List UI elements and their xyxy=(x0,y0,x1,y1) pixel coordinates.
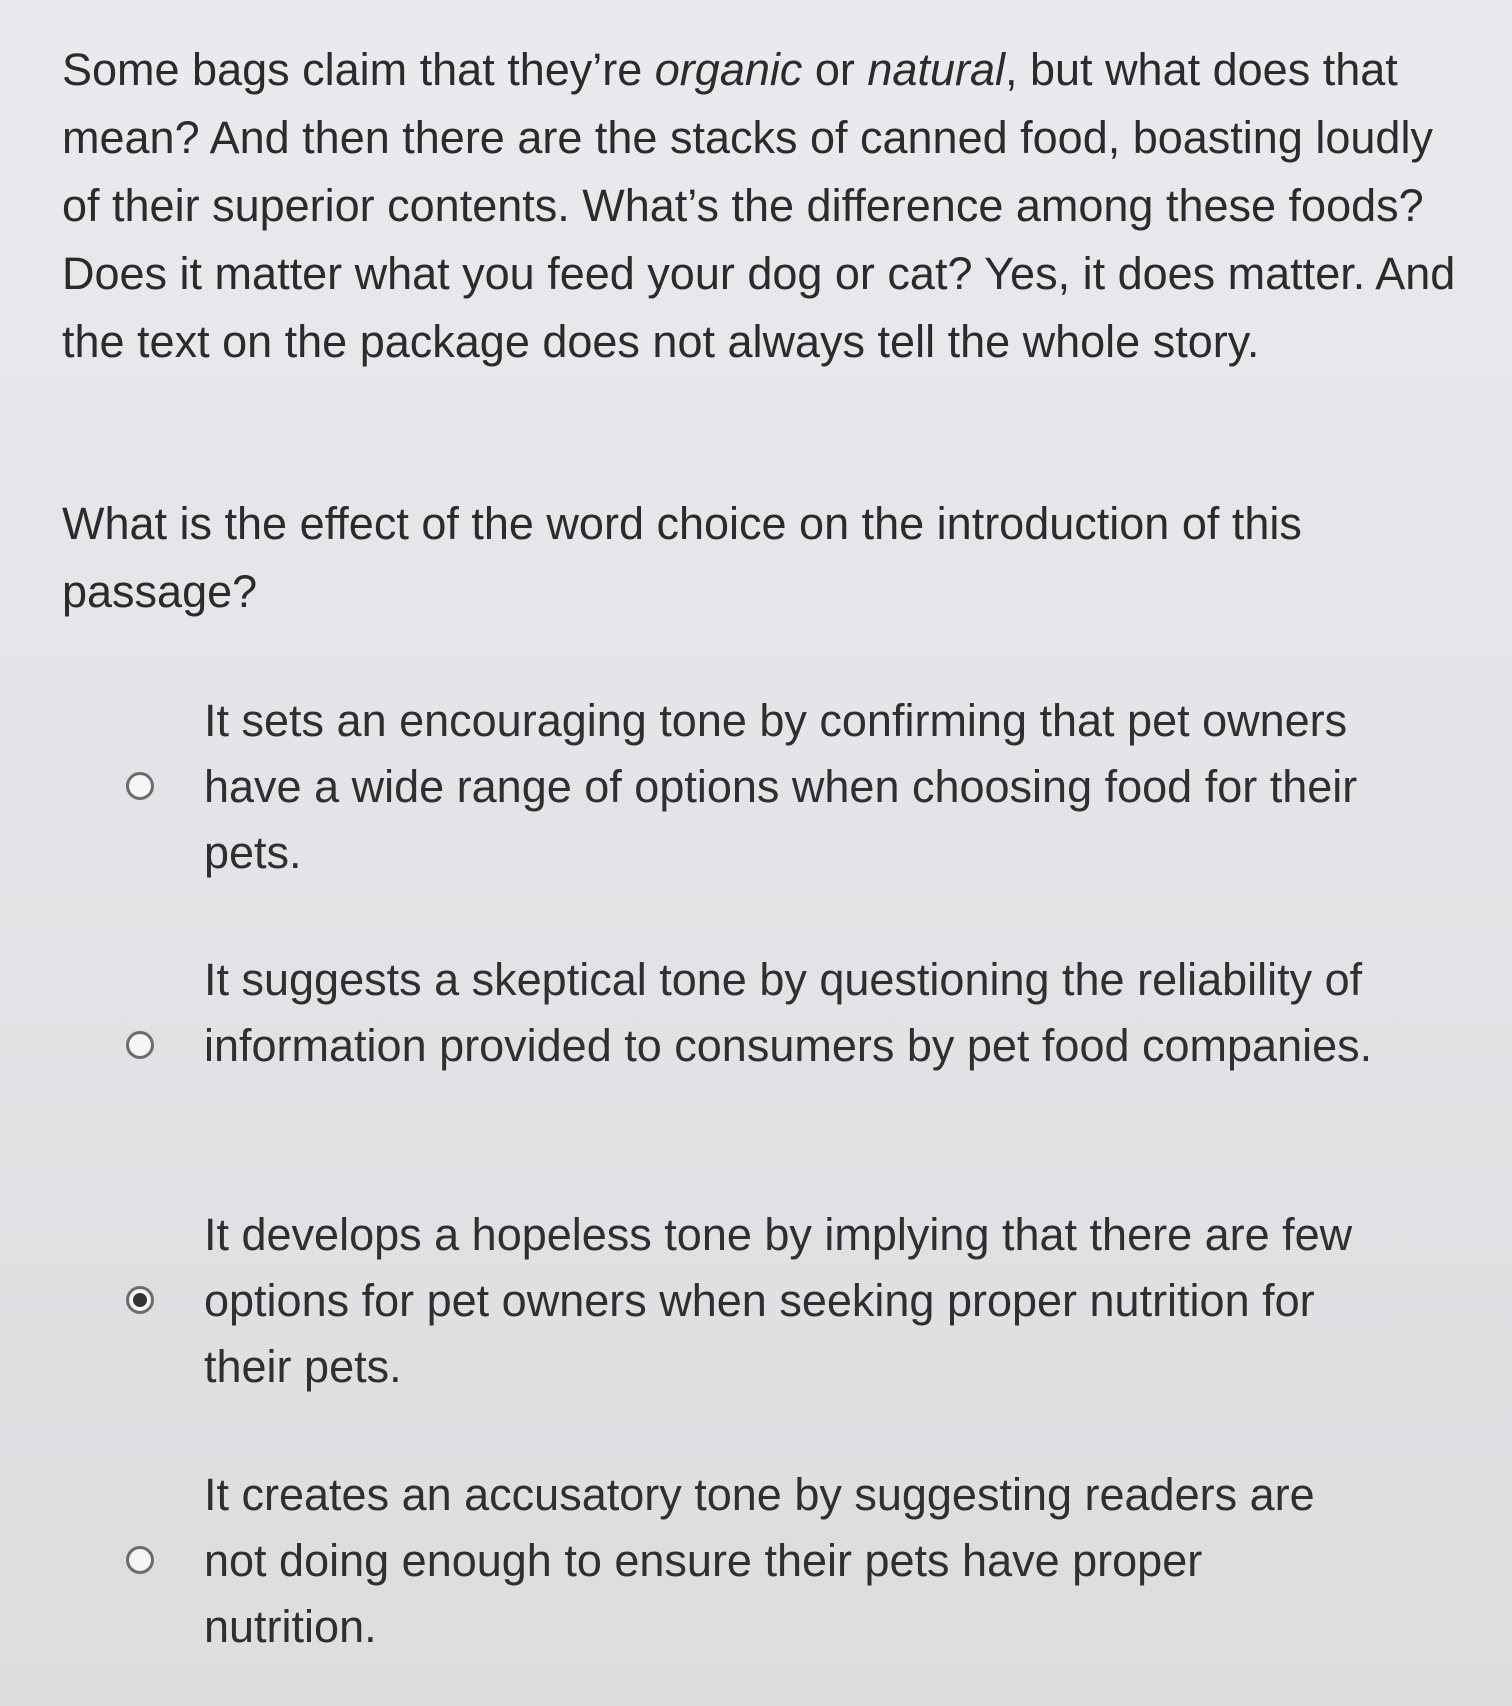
answer-option-1-label: It sets an encouraging tone by confirming that pet owners have a wide range of options when choosing food for their pets. xyxy=(204,695,1358,878)
passage-part-2: or xyxy=(802,44,868,95)
passage-emphasis-organic: organic xyxy=(654,44,803,95)
question-prompt: What is the effect of the word choice on the introduction of this passage? xyxy=(62,498,1302,617)
radio-button-option-2[interactable] xyxy=(126,1031,154,1059)
answer-option-4[interactable] xyxy=(110,1462,1400,1682)
answer-option-2[interactable] xyxy=(110,947,1400,1167)
answer-option-2-label: It suggests a skeptical tone by questioning the reliability of information provided to consumers by pet food companies. xyxy=(204,954,1373,1071)
passage-part-3: , but what does that mean? And then there are the stacks of canned food, boasting loudly of their superior contents. What’s the difference among these foods? Does it matter what you feed your dog or cat? Yes, it does matter. And the text on the package does not always tell the whole story. xyxy=(62,44,1456,367)
answer-option-4-label: It creates an accusatory tone by suggesting readers are not doing enough to ensure their pets have proper nutrition. xyxy=(204,1469,1315,1652)
passage-text xyxy=(62,36,1472,376)
answer-option-1[interactable] xyxy=(110,688,1400,908)
answer-option-3[interactable] xyxy=(110,1202,1400,1422)
passage-part-1: Some bags claim that they’re xyxy=(62,44,655,95)
passage-emphasis-natural: natural xyxy=(867,44,1005,95)
answer-option-3-label: It develops a hopeless tone by implying that there are few options for pet owners when seeking proper nutrition for their pets. xyxy=(204,1209,1353,1392)
radio-button-option-1[interactable] xyxy=(126,772,154,800)
radio-button-option-4[interactable] xyxy=(126,1546,154,1574)
radio-button-option-3-selected[interactable] xyxy=(126,1286,154,1314)
